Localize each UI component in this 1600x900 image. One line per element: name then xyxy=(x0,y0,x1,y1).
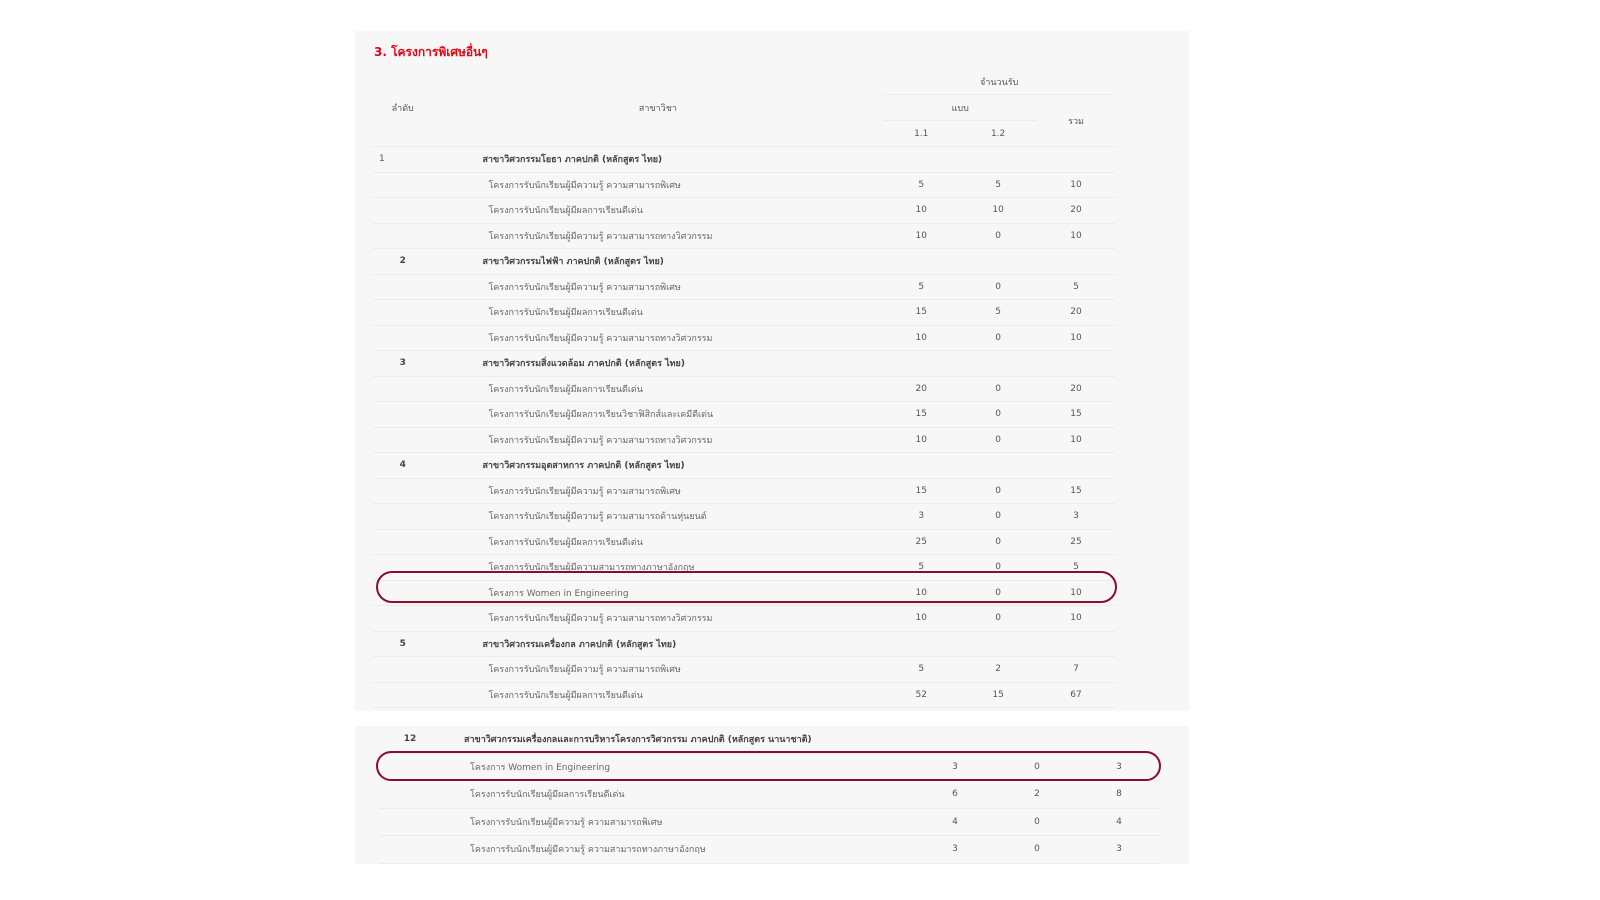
department-row xyxy=(380,726,1160,753)
quota-total: 10 xyxy=(1037,223,1115,249)
row-index xyxy=(373,402,432,428)
quota-total: 5 xyxy=(1037,274,1115,300)
row-index: 4 xyxy=(373,453,432,479)
row-index xyxy=(373,657,432,683)
quota-type-1-2: 0 xyxy=(959,427,1037,453)
program-name: โครงการรับนักเรียนผู้มีความรู้ ความสามารถพิเศษ xyxy=(432,657,883,683)
row-index xyxy=(380,836,440,864)
program-row xyxy=(373,274,1115,300)
quota-type-1-2: 0 xyxy=(959,529,1037,555)
department-name: สาขาวิศวกรรมสิ่งแวดล้อม ภาคปกติ (หลักสูตร ไทย) xyxy=(432,351,883,377)
quota-total: 8 xyxy=(1078,781,1160,809)
quota-total: 7 xyxy=(1037,657,1115,683)
program-name: โครงการรับนักเรียนผู้มีความรู้ ความสามารถทางภาษาอังกฤษ xyxy=(440,836,914,864)
header-quota: จำนวนรับ xyxy=(883,69,1115,95)
quota-total xyxy=(1037,631,1115,657)
program-name: โครงการรับนักเรียนผู้มีผลการเรียนดีเด่น xyxy=(432,198,883,224)
quota-total: 5 xyxy=(1037,555,1115,581)
quota-table xyxy=(373,69,1115,708)
department-name: สาขาวิศวกรรมเครื่องกล ภาคปกติ (หลักสูตร ไทย) xyxy=(432,631,883,657)
header-type-1-1: 1.1 xyxy=(883,121,959,147)
quota-total: 3 xyxy=(1078,753,1160,781)
program-name: โครงการรับนักเรียนผู้มีความรู้ ความสามารถพิเศษ xyxy=(432,274,883,300)
row-index xyxy=(373,555,432,581)
quota-type-1-1: 10 xyxy=(883,325,959,351)
quota-total: 15 xyxy=(1037,402,1115,428)
quota-total xyxy=(1037,453,1115,479)
department-name: สาขาวิศวกรรมอุตสาหการ ภาคปกติ (หลักสูตร ไทย) xyxy=(432,453,883,479)
quota-type-1-2: 0 xyxy=(959,606,1037,632)
program-name: โครงการรับนักเรียนผู้มีความรู้ ความสามารถทางวิศวกรรม xyxy=(432,325,883,351)
row-index xyxy=(373,427,432,453)
quota-type-1-1 xyxy=(914,726,996,753)
quota-type-1-2: 0 xyxy=(959,478,1037,504)
row-index xyxy=(373,198,432,224)
quota-type-1-2 xyxy=(959,249,1037,275)
quota-type-1-2: 10 xyxy=(959,198,1037,224)
quota-type-1-1: 52 xyxy=(883,682,959,708)
program-name: โครงการรับนักเรียนผู้มีความรู้ ความสามารถพิเศษ xyxy=(440,808,914,836)
quota-total: 10 xyxy=(1037,427,1115,453)
quota-type-1-1 xyxy=(883,147,959,173)
quota-table-international xyxy=(380,726,1160,864)
quota-total: 25 xyxy=(1037,529,1115,555)
quota-type-1-1: 4 xyxy=(914,808,996,836)
quota-type-1-2: 0 xyxy=(959,555,1037,581)
quota-total xyxy=(1037,351,1115,377)
quota-type-1-2: 0 xyxy=(959,376,1037,402)
quota-type-1-2: 0 xyxy=(959,274,1037,300)
quota-type-1-2 xyxy=(996,726,1078,753)
department-name: สาขาวิศวกรรมโยธา ภาคปกติ (หลักสูตร ไทย) xyxy=(432,147,883,173)
quota-type-1-1: 5 xyxy=(883,555,959,581)
quota-total: 3 xyxy=(1037,504,1115,530)
department-row xyxy=(373,249,1115,275)
quota-total xyxy=(1037,147,1115,173)
quota-type-1-1: 10 xyxy=(883,606,959,632)
row-index xyxy=(380,781,440,809)
program-row xyxy=(373,529,1115,555)
quota-total: 20 xyxy=(1037,198,1115,224)
program-name: โครงการรับนักเรียนผู้มีความรู้ ความสามารถทางวิศวกรรม xyxy=(432,427,883,453)
quota-total: 20 xyxy=(1037,376,1115,402)
program-name: โครงการรับนักเรียนผู้มีความรู้ ความสามารถพิเศษ xyxy=(432,478,883,504)
row-index xyxy=(373,606,432,632)
quota-type-1-2: 5 xyxy=(959,300,1037,326)
row-index xyxy=(373,504,432,530)
program-name: โครงการรับนักเรียนผู้มีความรู้ ความสามารถทางวิศวกรรม xyxy=(432,606,883,632)
row-index xyxy=(373,172,432,198)
row-index xyxy=(373,580,432,606)
quota-table-body xyxy=(373,147,1115,708)
quota-type-1-2: 0 xyxy=(959,580,1037,606)
quota-type-1-2: 0 xyxy=(996,836,1078,864)
program-name: โครงการรับนักเรียนผู้มีผลการเรียนดีเด่น xyxy=(440,781,914,809)
quota-type-1-1: 5 xyxy=(883,657,959,683)
program-name: โครงการรับนักเรียนผู้มีผลการเรียนดีเด่น xyxy=(432,300,883,326)
quota-type-1-2: 0 xyxy=(959,325,1037,351)
quota-total: 20 xyxy=(1037,300,1115,326)
program-row xyxy=(373,555,1115,581)
quota-type-1-1 xyxy=(883,351,959,377)
quota-total: 10 xyxy=(1037,606,1115,632)
row-index xyxy=(373,529,432,555)
department-name: สาขาวิศวกรรมไฟฟ้า ภาคปกติ (หลักสูตร ไทย) xyxy=(432,249,883,275)
row-index xyxy=(373,274,432,300)
program-row xyxy=(380,781,1160,809)
quota-type-1-2: 2 xyxy=(959,657,1037,683)
header-type-1-2: 1.2 xyxy=(959,121,1037,147)
quota-type-1-2 xyxy=(959,351,1037,377)
quota-type-1-2: 0 xyxy=(996,753,1078,781)
quota-type-1-1: 10 xyxy=(883,223,959,249)
program-row xyxy=(373,325,1115,351)
program-row xyxy=(373,198,1115,224)
quota-type-1-1: 5 xyxy=(883,274,959,300)
program-row xyxy=(373,580,1115,606)
header-major: สาขาวิชา xyxy=(432,69,883,147)
quota-type-1-2: 0 xyxy=(996,808,1078,836)
quota-type-1-1: 10 xyxy=(883,198,959,224)
program-row xyxy=(373,682,1115,708)
department-row xyxy=(373,147,1115,173)
quota-type-1-1: 3 xyxy=(914,836,996,864)
row-index xyxy=(373,325,432,351)
quota-type-1-1 xyxy=(883,249,959,275)
quota-total: 67 xyxy=(1037,682,1115,708)
row-index xyxy=(373,682,432,708)
program-name: โครงการรับนักเรียนผู้มีผลการเรียนดีเด่น xyxy=(432,529,883,555)
program-row xyxy=(373,376,1115,402)
row-index: 5 xyxy=(373,631,432,657)
quota-type-1-1: 3 xyxy=(914,753,996,781)
department-row xyxy=(373,453,1115,479)
quota-type-1-2: 5 xyxy=(959,172,1037,198)
quota-type-1-1: 15 xyxy=(883,478,959,504)
quota-total: 4 xyxy=(1078,808,1160,836)
row-index xyxy=(373,376,432,402)
program-row xyxy=(373,657,1115,683)
quota-type-1-2: 2 xyxy=(996,781,1078,809)
quota-total: 10 xyxy=(1037,325,1115,351)
program-name: โครงการรับนักเรียนผู้มีผลการเรียนวิชาฟิสิกส์และเคมีดีเด่น xyxy=(432,402,883,428)
quota-total: 3 xyxy=(1078,836,1160,864)
quota-type-1-2: 15 xyxy=(959,682,1037,708)
program-name: โครงการรับนักเรียนผู้มีความรู้ ความสามารถด้านหุ่นยนต์ xyxy=(432,504,883,530)
program-row xyxy=(373,402,1115,428)
quota-panel-bottom xyxy=(355,726,1189,864)
row-index: 2 xyxy=(373,249,432,275)
program-name: โครงการรับนักเรียนผู้มีผลการเรียนดีเด่น xyxy=(432,376,883,402)
section-title: 3. โครงการพิเศษอื่นๆ xyxy=(374,45,488,59)
quota-type-1-1: 20 xyxy=(883,376,959,402)
program-name: โครงการรับนักเรียนผู้มีผลการเรียนดีเด่น xyxy=(432,682,883,708)
department-name: สาขาวิศวกรรมเครื่องกลและการบริหารโครงการวิศวกรรม ภาคปกติ (หลักสูตร นานาชาติ) xyxy=(440,726,914,753)
header-index: ลำดับ xyxy=(373,69,432,147)
program-name: โครงการรับนักเรียนผู้มีความสามารถทางภาษาอังกฤษ xyxy=(432,555,883,581)
program-row xyxy=(373,606,1115,632)
quota-total xyxy=(1037,249,1115,275)
row-index xyxy=(373,300,432,326)
row-index xyxy=(373,478,432,504)
row-index xyxy=(380,753,440,781)
program-row xyxy=(373,223,1115,249)
row-index xyxy=(380,808,440,836)
quota-type-1-2 xyxy=(959,631,1037,657)
quota-type-1-1 xyxy=(883,631,959,657)
quota-type-1-2: 0 xyxy=(959,402,1037,428)
program-name: โครงการ Women in Engineering xyxy=(432,580,883,606)
header-type: แบบ xyxy=(883,95,1037,121)
row-index: 3 xyxy=(373,351,432,377)
quota-type-1-1: 25 xyxy=(883,529,959,555)
row-index: 12 xyxy=(380,726,440,753)
department-row xyxy=(373,351,1115,377)
program-row xyxy=(373,172,1115,198)
program-row xyxy=(380,753,1160,781)
program-name: โครงการรับนักเรียนผู้มีความรู้ ความสามารถพิเศษ xyxy=(432,172,883,198)
program-row xyxy=(380,836,1160,864)
quota-type-1-1: 15 xyxy=(883,402,959,428)
row-index xyxy=(373,223,432,249)
program-row xyxy=(373,300,1115,326)
quota-type-1-1: 15 xyxy=(883,300,959,326)
program-row xyxy=(373,504,1115,530)
quota-total: 10 xyxy=(1037,172,1115,198)
quota-type-1-1 xyxy=(883,453,959,479)
quota-type-1-2 xyxy=(959,147,1037,173)
row-index: 1 xyxy=(373,147,432,173)
program-name: โครงการ Women in Engineering xyxy=(440,753,914,781)
quota-type-1-1: 5 xyxy=(883,172,959,198)
program-row xyxy=(373,427,1115,453)
quota-type-1-1: 10 xyxy=(883,427,959,453)
program-row xyxy=(380,808,1160,836)
quota-total: 15 xyxy=(1037,478,1115,504)
header-total: รวม xyxy=(1037,95,1115,147)
quota-total: 10 xyxy=(1037,580,1115,606)
quota-type-1-2: 0 xyxy=(959,504,1037,530)
quota-type-1-1: 6 xyxy=(914,781,996,809)
department-row xyxy=(373,631,1115,657)
quota-type-1-2 xyxy=(959,453,1037,479)
quota-type-1-1: 10 xyxy=(883,580,959,606)
quota-type-1-1: 3 xyxy=(883,504,959,530)
quota-panel-top xyxy=(355,31,1189,711)
quota-table-international-body xyxy=(380,726,1160,863)
quota-type-1-2: 0 xyxy=(959,223,1037,249)
quota-total xyxy=(1078,726,1160,753)
program-name: โครงการรับนักเรียนผู้มีความรู้ ความสามารถทางวิศวกรรม xyxy=(432,223,883,249)
program-row xyxy=(373,478,1115,504)
